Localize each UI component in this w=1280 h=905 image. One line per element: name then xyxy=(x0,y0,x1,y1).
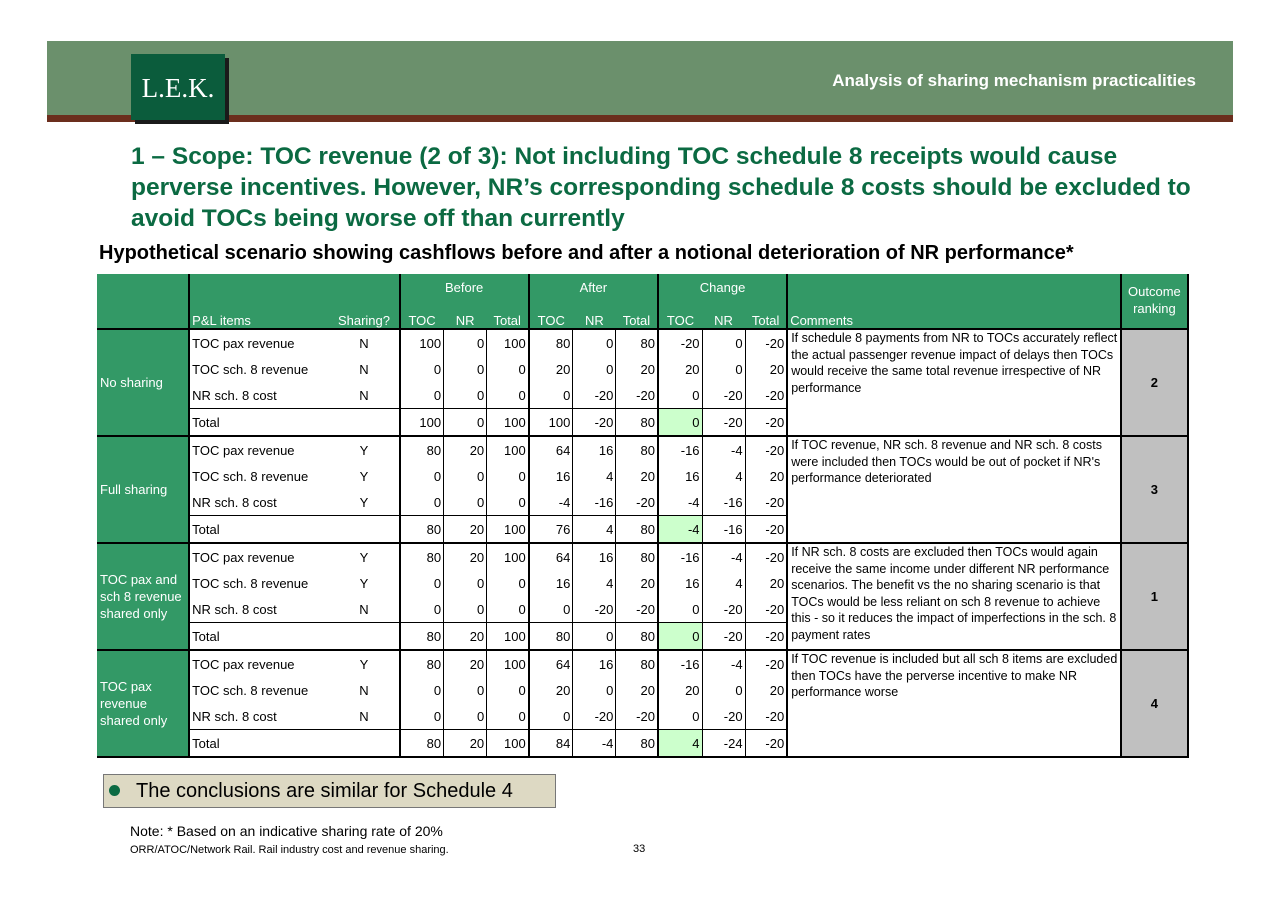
value-cell: -20 xyxy=(702,623,745,651)
value-cell: -20 xyxy=(573,596,616,623)
value-cell: 4 xyxy=(573,463,616,489)
scenario-comment: If TOC revenue is included but all sch 8 items are excluded then TOCs have the perverse incentive to make NR performance worse xyxy=(787,650,1121,757)
sharing-flag: Y xyxy=(329,463,399,489)
value-cell: 0 xyxy=(487,382,529,409)
value-cell: 64 xyxy=(529,543,573,570)
pl-item-label: TOC sch. 8 revenue xyxy=(192,361,309,377)
scenario-name: Full sharing xyxy=(97,436,189,543)
pl-item-label: TOC pax revenue xyxy=(192,335,295,351)
outcome-rank: 1 xyxy=(1121,543,1188,650)
value-cell: 80 xyxy=(616,730,658,758)
value-cell: 20 xyxy=(658,356,702,382)
header-total: Total xyxy=(487,301,529,329)
header-after: After xyxy=(529,274,658,301)
footnote: Note: * Based on an indicative sharing rate of 20% xyxy=(130,823,443,839)
header-row-columns xyxy=(97,301,1188,329)
value-cell: 0 xyxy=(573,356,616,382)
value-cell: -16 xyxy=(658,436,702,463)
value-cell: -20 xyxy=(745,730,787,758)
header-title: Analysis of sharing mechanism practicalities xyxy=(832,71,1196,90)
value-cell: 0 xyxy=(400,489,444,516)
sharing-flag: Y xyxy=(329,543,399,570)
value-cell: -20 xyxy=(745,703,787,730)
scenario-comment: If schedule 8 payments from NR to TOCs accurately reflect the actual passenger revenue impact of delays then TOCs would receive the same total revenue irrespective of NR performance xyxy=(787,329,1121,436)
value-cell: 0 xyxy=(658,623,702,651)
value-cell: 16 xyxy=(658,463,702,489)
value-cell: 0 xyxy=(444,382,487,409)
value-cell: 80 xyxy=(400,650,444,677)
header-toc: TOC xyxy=(529,301,573,329)
value-cell: 0 xyxy=(529,703,573,730)
value-cell: 80 xyxy=(616,409,658,437)
value-cell: 0 xyxy=(444,409,487,437)
table-row xyxy=(97,650,1188,677)
value-cell: 20 xyxy=(529,677,573,703)
header-nr: NR xyxy=(573,301,616,329)
page-number: 33 xyxy=(633,843,646,855)
value-cell: -20 xyxy=(745,516,787,544)
value-cell: 80 xyxy=(529,329,573,356)
value-cell: -20 xyxy=(702,409,745,437)
header-sharing: Sharing? xyxy=(329,301,399,329)
value-cell: 0 xyxy=(400,596,444,623)
scenario-name: TOC pax and sch 8 revenue shared only xyxy=(97,543,189,650)
value-cell: -20 xyxy=(573,382,616,409)
value-cell: 80 xyxy=(616,436,658,463)
header-row-groups xyxy=(97,274,1188,301)
value-cell: 20 xyxy=(444,516,487,544)
sharing-flag xyxy=(329,409,399,437)
header-total: Total xyxy=(616,301,658,329)
value-cell: 80 xyxy=(400,516,444,544)
value-cell: 4 xyxy=(573,516,616,544)
value-cell: 4 xyxy=(573,570,616,596)
value-cell: 0 xyxy=(487,570,529,596)
header-cell-empty xyxy=(189,274,399,301)
table-row xyxy=(97,329,1188,356)
value-cell: 0 xyxy=(444,570,487,596)
value-cell: 0 xyxy=(487,703,529,730)
value-cell: 0 xyxy=(487,677,529,703)
value-cell: 100 xyxy=(487,516,529,544)
value-cell: 84 xyxy=(529,730,573,758)
value-cell: 100 xyxy=(487,650,529,677)
value-cell: 0 xyxy=(573,329,616,356)
pl-item-label: Total xyxy=(189,623,329,651)
header-before: Before xyxy=(400,274,529,301)
value-cell: -24 xyxy=(702,730,745,758)
sharing-flag: Y xyxy=(329,436,399,463)
conclusion-box xyxy=(103,774,556,808)
value-cell: 100 xyxy=(400,409,444,437)
value-cell: 16 xyxy=(573,650,616,677)
value-cell: 20 xyxy=(444,650,487,677)
value-cell: -20 xyxy=(745,409,787,437)
value-cell: 0 xyxy=(400,570,444,596)
value-cell: -4 xyxy=(702,650,745,677)
header-change: Change xyxy=(658,274,787,301)
sharing-flag: N xyxy=(329,677,399,703)
value-cell: 20 xyxy=(745,463,787,489)
value-cell: 20 xyxy=(745,570,787,596)
value-cell: 0 xyxy=(573,677,616,703)
value-cell: -20 xyxy=(745,623,787,651)
pl-item-label: TOC pax revenue xyxy=(192,442,295,458)
pl-item-label: TOC sch. 8 revenue xyxy=(192,468,309,484)
value-cell: 16 xyxy=(573,436,616,463)
value-cell: 0 xyxy=(444,489,487,516)
header-outcome-ranking: Outcome ranking xyxy=(1121,274,1188,329)
value-cell: -20 xyxy=(745,489,787,516)
sharing-flag: N xyxy=(329,329,399,356)
value-cell: 0 xyxy=(702,677,745,703)
value-cell: 0 xyxy=(487,596,529,623)
value-cell: 100 xyxy=(487,543,529,570)
outcome-rank: 4 xyxy=(1121,650,1188,757)
pl-item-label: TOC sch. 8 revenue xyxy=(192,682,309,698)
sharing-flag: N xyxy=(329,356,399,382)
value-cell: 16 xyxy=(529,570,573,596)
value-cell: -20 xyxy=(616,382,658,409)
value-cell: -20 xyxy=(702,382,745,409)
header-cell-empty xyxy=(97,274,189,329)
value-cell: 0 xyxy=(487,463,529,489)
value-cell: 4 xyxy=(702,463,745,489)
pl-item-label: NR sch. 8 cost xyxy=(192,387,277,403)
value-cell: 20 xyxy=(616,463,658,489)
value-cell: -16 xyxy=(658,650,702,677)
value-cell: 80 xyxy=(616,543,658,570)
value-cell: 0 xyxy=(444,463,487,489)
header-pl-items: P&L items xyxy=(189,301,329,329)
value-cell: 16 xyxy=(529,463,573,489)
value-cell: 80 xyxy=(616,329,658,356)
table-row xyxy=(97,436,1188,463)
value-cell: 0 xyxy=(658,703,702,730)
value-cell: 80 xyxy=(400,623,444,651)
pl-item-label: Total xyxy=(189,730,329,758)
sharing-flag: Y xyxy=(329,650,399,677)
value-cell: 80 xyxy=(616,650,658,677)
sharing-flag xyxy=(329,623,399,651)
pl-item-label: NR sch. 8 cost xyxy=(192,708,277,724)
logo-text: L.E.K. xyxy=(141,73,215,103)
value-cell: 0 xyxy=(702,356,745,382)
value-cell: -20 xyxy=(745,329,787,356)
value-cell: -4 xyxy=(529,489,573,516)
value-cell: 20 xyxy=(444,436,487,463)
pl-item-label: NR sch. 8 cost xyxy=(192,494,277,510)
sharing-flag: Y xyxy=(329,489,399,516)
value-cell: 80 xyxy=(400,730,444,758)
value-cell: -20 xyxy=(745,382,787,409)
header-cell-empty xyxy=(787,274,1121,301)
value-cell: 20 xyxy=(444,623,487,651)
value-cell: 76 xyxy=(529,516,573,544)
value-cell: -16 xyxy=(573,489,616,516)
scenario-comment: If NR sch. 8 costs are excluded then TOCs would again receive the same income under different NR performance scenarios. The benefit vs the no sharing scenario is that TOCs would be less reliant on sch 8 revenue to achieve this - so it reduces the impact of imperfections in the sch. 8 payment rates xyxy=(787,543,1121,650)
value-cell: 0 xyxy=(529,596,573,623)
source-line: ORR/ATOC/Network Rail. Rail industry cost and revenue sharing. xyxy=(130,844,449,856)
value-cell: -20 xyxy=(745,543,787,570)
header-toc: TOC xyxy=(658,301,702,329)
value-cell: -20 xyxy=(745,436,787,463)
value-cell: 20 xyxy=(529,356,573,382)
header-comments: Comments xyxy=(787,301,1121,329)
value-cell: 100 xyxy=(487,409,529,437)
value-cell: -4 xyxy=(658,516,702,544)
value-cell: 100 xyxy=(487,436,529,463)
sharing-flag: N xyxy=(329,596,399,623)
value-cell: 0 xyxy=(702,329,745,356)
value-cell: -4 xyxy=(702,543,745,570)
value-cell: 20 xyxy=(616,356,658,382)
value-cell: -16 xyxy=(702,489,745,516)
value-cell: -20 xyxy=(745,650,787,677)
value-cell: -4 xyxy=(702,436,745,463)
scenario-name: TOC pax revenue shared only xyxy=(97,650,189,757)
value-cell: 80 xyxy=(400,436,444,463)
value-cell: 0 xyxy=(487,356,529,382)
value-cell: -20 xyxy=(702,703,745,730)
header-nr: NR xyxy=(702,301,745,329)
value-cell: -16 xyxy=(702,516,745,544)
value-cell: 0 xyxy=(400,382,444,409)
value-cell: 0 xyxy=(400,356,444,382)
outcome-rank: 2 xyxy=(1121,329,1188,436)
pl-item-label: Total xyxy=(189,409,329,437)
value-cell: 0 xyxy=(487,489,529,516)
value-cell: 16 xyxy=(573,543,616,570)
value-cell: -20 xyxy=(658,329,702,356)
value-cell: 20 xyxy=(444,543,487,570)
value-cell: 0 xyxy=(400,677,444,703)
table-row xyxy=(97,543,1188,570)
value-cell: 0 xyxy=(658,596,702,623)
value-cell: 20 xyxy=(616,677,658,703)
value-cell: 100 xyxy=(487,623,529,651)
value-cell: 0 xyxy=(444,596,487,623)
value-cell: 4 xyxy=(702,570,745,596)
pl-item-label: TOC pax revenue xyxy=(192,549,295,565)
value-cell: 20 xyxy=(745,677,787,703)
bullet-icon xyxy=(109,785,120,796)
value-cell: 20 xyxy=(745,356,787,382)
table-subheading: Hypothetical scenario showing cashflows before and after a notional deterioration of NR performance* xyxy=(99,242,1074,264)
conclusion-text: The conclusions are similar for Schedule 4 xyxy=(136,780,513,802)
header-total: Total xyxy=(745,301,787,329)
value-cell: -20 xyxy=(573,409,616,437)
value-cell: -20 xyxy=(573,703,616,730)
company-logo xyxy=(131,54,225,120)
value-cell: -4 xyxy=(573,730,616,758)
pl-item-label: Total xyxy=(189,516,329,544)
value-cell: -4 xyxy=(658,489,702,516)
value-cell: 0 xyxy=(658,382,702,409)
value-cell: 0 xyxy=(400,703,444,730)
sharing-scenarios-table xyxy=(97,274,1189,758)
value-cell: -20 xyxy=(745,596,787,623)
value-cell: 16 xyxy=(658,570,702,596)
value-cell: 80 xyxy=(529,623,573,651)
header-toc: TOC xyxy=(400,301,444,329)
scenario-comment: If TOC revenue, NR sch. 8 revenue and NR sch. 8 costs were included then TOCs would be out of pocket if NR's performance deteriorated xyxy=(787,436,1121,543)
value-cell: -20 xyxy=(616,596,658,623)
sharing-flag: N xyxy=(329,382,399,409)
value-cell: 0 xyxy=(573,623,616,651)
pl-item-label: TOC pax revenue xyxy=(192,656,295,672)
value-cell: 100 xyxy=(529,409,573,437)
outcome-rank: 3 xyxy=(1121,436,1188,543)
value-cell: 0 xyxy=(444,356,487,382)
value-cell: 0 xyxy=(444,677,487,703)
pl-item-label: NR sch. 8 cost xyxy=(192,601,277,617)
value-cell: 0 xyxy=(444,703,487,730)
value-cell: 20 xyxy=(444,730,487,758)
value-cell: 80 xyxy=(616,516,658,544)
slide-headline: 1 – Scope: TOC revenue (2 of 3): Not including TOC schedule 8 receipts would cause perverse incentives. However, NR’s corresponding schedule 8 costs should be excluded to avoid TOCs being worse off than currently xyxy=(131,143,1191,232)
sharing-flag: N xyxy=(329,703,399,730)
sharing-flag xyxy=(329,730,399,758)
value-cell: -20 xyxy=(702,596,745,623)
value-cell: 4 xyxy=(658,730,702,758)
value-cell: 0 xyxy=(658,409,702,437)
value-cell: 20 xyxy=(658,677,702,703)
value-cell: 100 xyxy=(487,329,529,356)
value-cell: 80 xyxy=(616,623,658,651)
value-cell: 0 xyxy=(444,329,487,356)
value-cell: 80 xyxy=(400,543,444,570)
value-cell: -20 xyxy=(616,489,658,516)
sharing-flag: Y xyxy=(329,570,399,596)
value-cell: 20 xyxy=(616,570,658,596)
value-cell: 64 xyxy=(529,650,573,677)
pl-item-label: TOC sch. 8 revenue xyxy=(192,575,309,591)
value-cell: 100 xyxy=(400,329,444,356)
scenario-name: No sharing xyxy=(97,329,189,436)
value-cell: 0 xyxy=(400,463,444,489)
value-cell: -20 xyxy=(616,703,658,730)
value-cell: 0 xyxy=(529,382,573,409)
value-cell: 100 xyxy=(487,730,529,758)
value-cell: -16 xyxy=(658,543,702,570)
sharing-flag xyxy=(329,516,399,544)
value-cell: 64 xyxy=(529,436,573,463)
header-nr: NR xyxy=(444,301,487,329)
